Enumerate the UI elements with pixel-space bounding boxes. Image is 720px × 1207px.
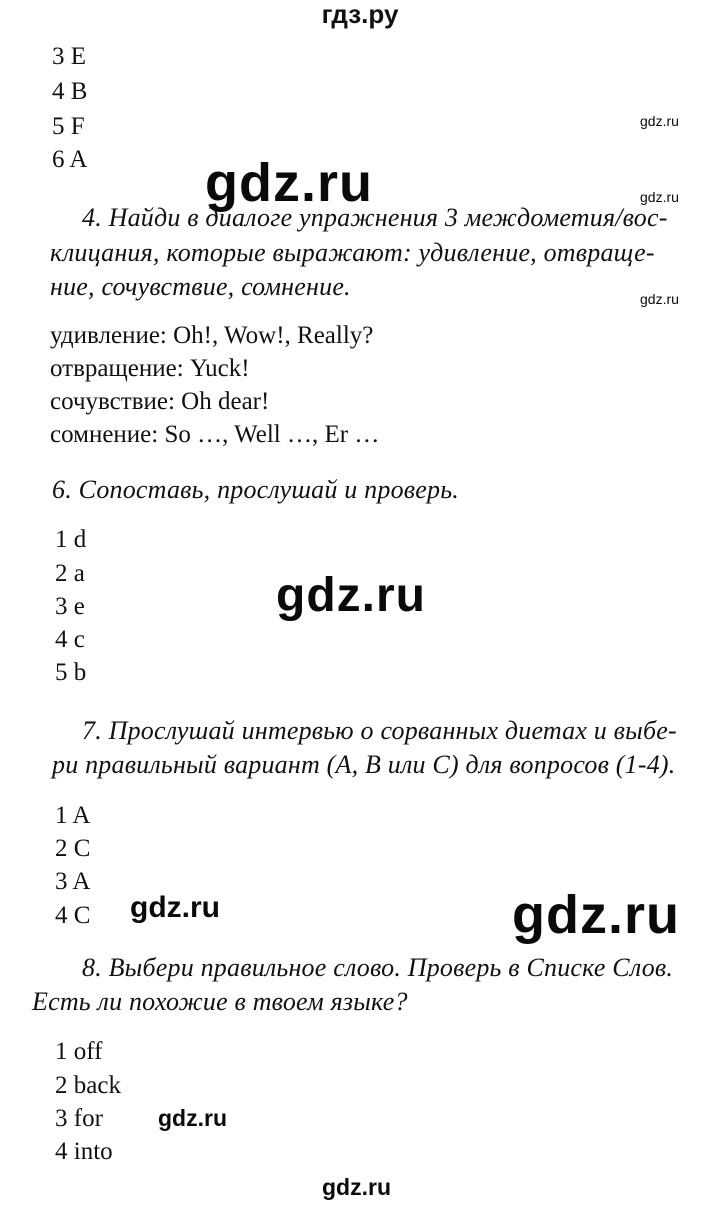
answer-line: 4 C <box>55 902 91 929</box>
task-4-title: клицания, которые выражают: удивление, отвраще- <box>50 238 655 267</box>
answer-line: 2 a <box>55 560 85 587</box>
answer-line: 1 d <box>55 526 87 553</box>
answer-line: 3 A <box>55 868 91 895</box>
task-7-title: 7. Прослушай интервью о сорванных диетах и выбе- <box>82 716 677 745</box>
answer-line: 4 into <box>55 1138 113 1165</box>
answer-line: 1 off <box>55 1038 103 1065</box>
answer-line: сомнение: So …, Well …, Er … <box>50 421 380 448</box>
answer-line: 2 back <box>55 1072 121 1099</box>
answer-line: 3 for <box>55 1105 103 1132</box>
answer-line: 1 A <box>55 802 91 829</box>
task-7-title: ри правильный вариант (A, B или C) для вопросов (1-4). <box>52 750 676 779</box>
watermark: gdz.ru <box>158 1105 227 1131</box>
answer-line: 2 C <box>55 835 91 862</box>
watermark: gdz.ru <box>130 891 220 924</box>
site-header: гдз.ру <box>321 0 399 29</box>
answer-line: 4 B <box>52 78 88 105</box>
task-6-title: 6. Сопоставь, прослушай и проверь. <box>52 475 459 504</box>
answer-line: 5 F <box>52 113 85 140</box>
answer-line: 3 E <box>52 43 87 70</box>
answer-line: 4 c <box>55 626 85 653</box>
watermark: gdz.ru <box>640 189 679 205</box>
watermark: gdz.ru <box>205 153 373 213</box>
answer-line: 6 A <box>52 146 88 173</box>
answer-line: отвращение: Yuck! <box>50 355 250 382</box>
answer-line: 5 b <box>55 659 87 686</box>
answer-line: 3 e <box>55 593 85 620</box>
task-4-title: ние, сочувствие, сомнение. <box>50 272 351 301</box>
watermark: gdz.ru <box>640 291 679 307</box>
watermark: gdz.ru <box>322 1174 391 1200</box>
task-8-title: Есть ли похожие в твоем языке? <box>32 987 408 1016</box>
watermark: gdz.ru <box>512 885 680 945</box>
watermark: gdz.ru <box>640 113 679 129</box>
answer-line: удивление: Oh!, Wow!, Really? <box>50 322 374 349</box>
task-4-title: 4. Найди в диалоге упражнения 3 междометия/вос- <box>82 203 668 232</box>
task-8-title: 8. Выбери правильное слово. Проверь в Списке Слов. <box>82 953 674 982</box>
answer-line: сочувствие: Oh dear! <box>50 388 270 415</box>
watermark: gdz.ru <box>276 569 426 622</box>
